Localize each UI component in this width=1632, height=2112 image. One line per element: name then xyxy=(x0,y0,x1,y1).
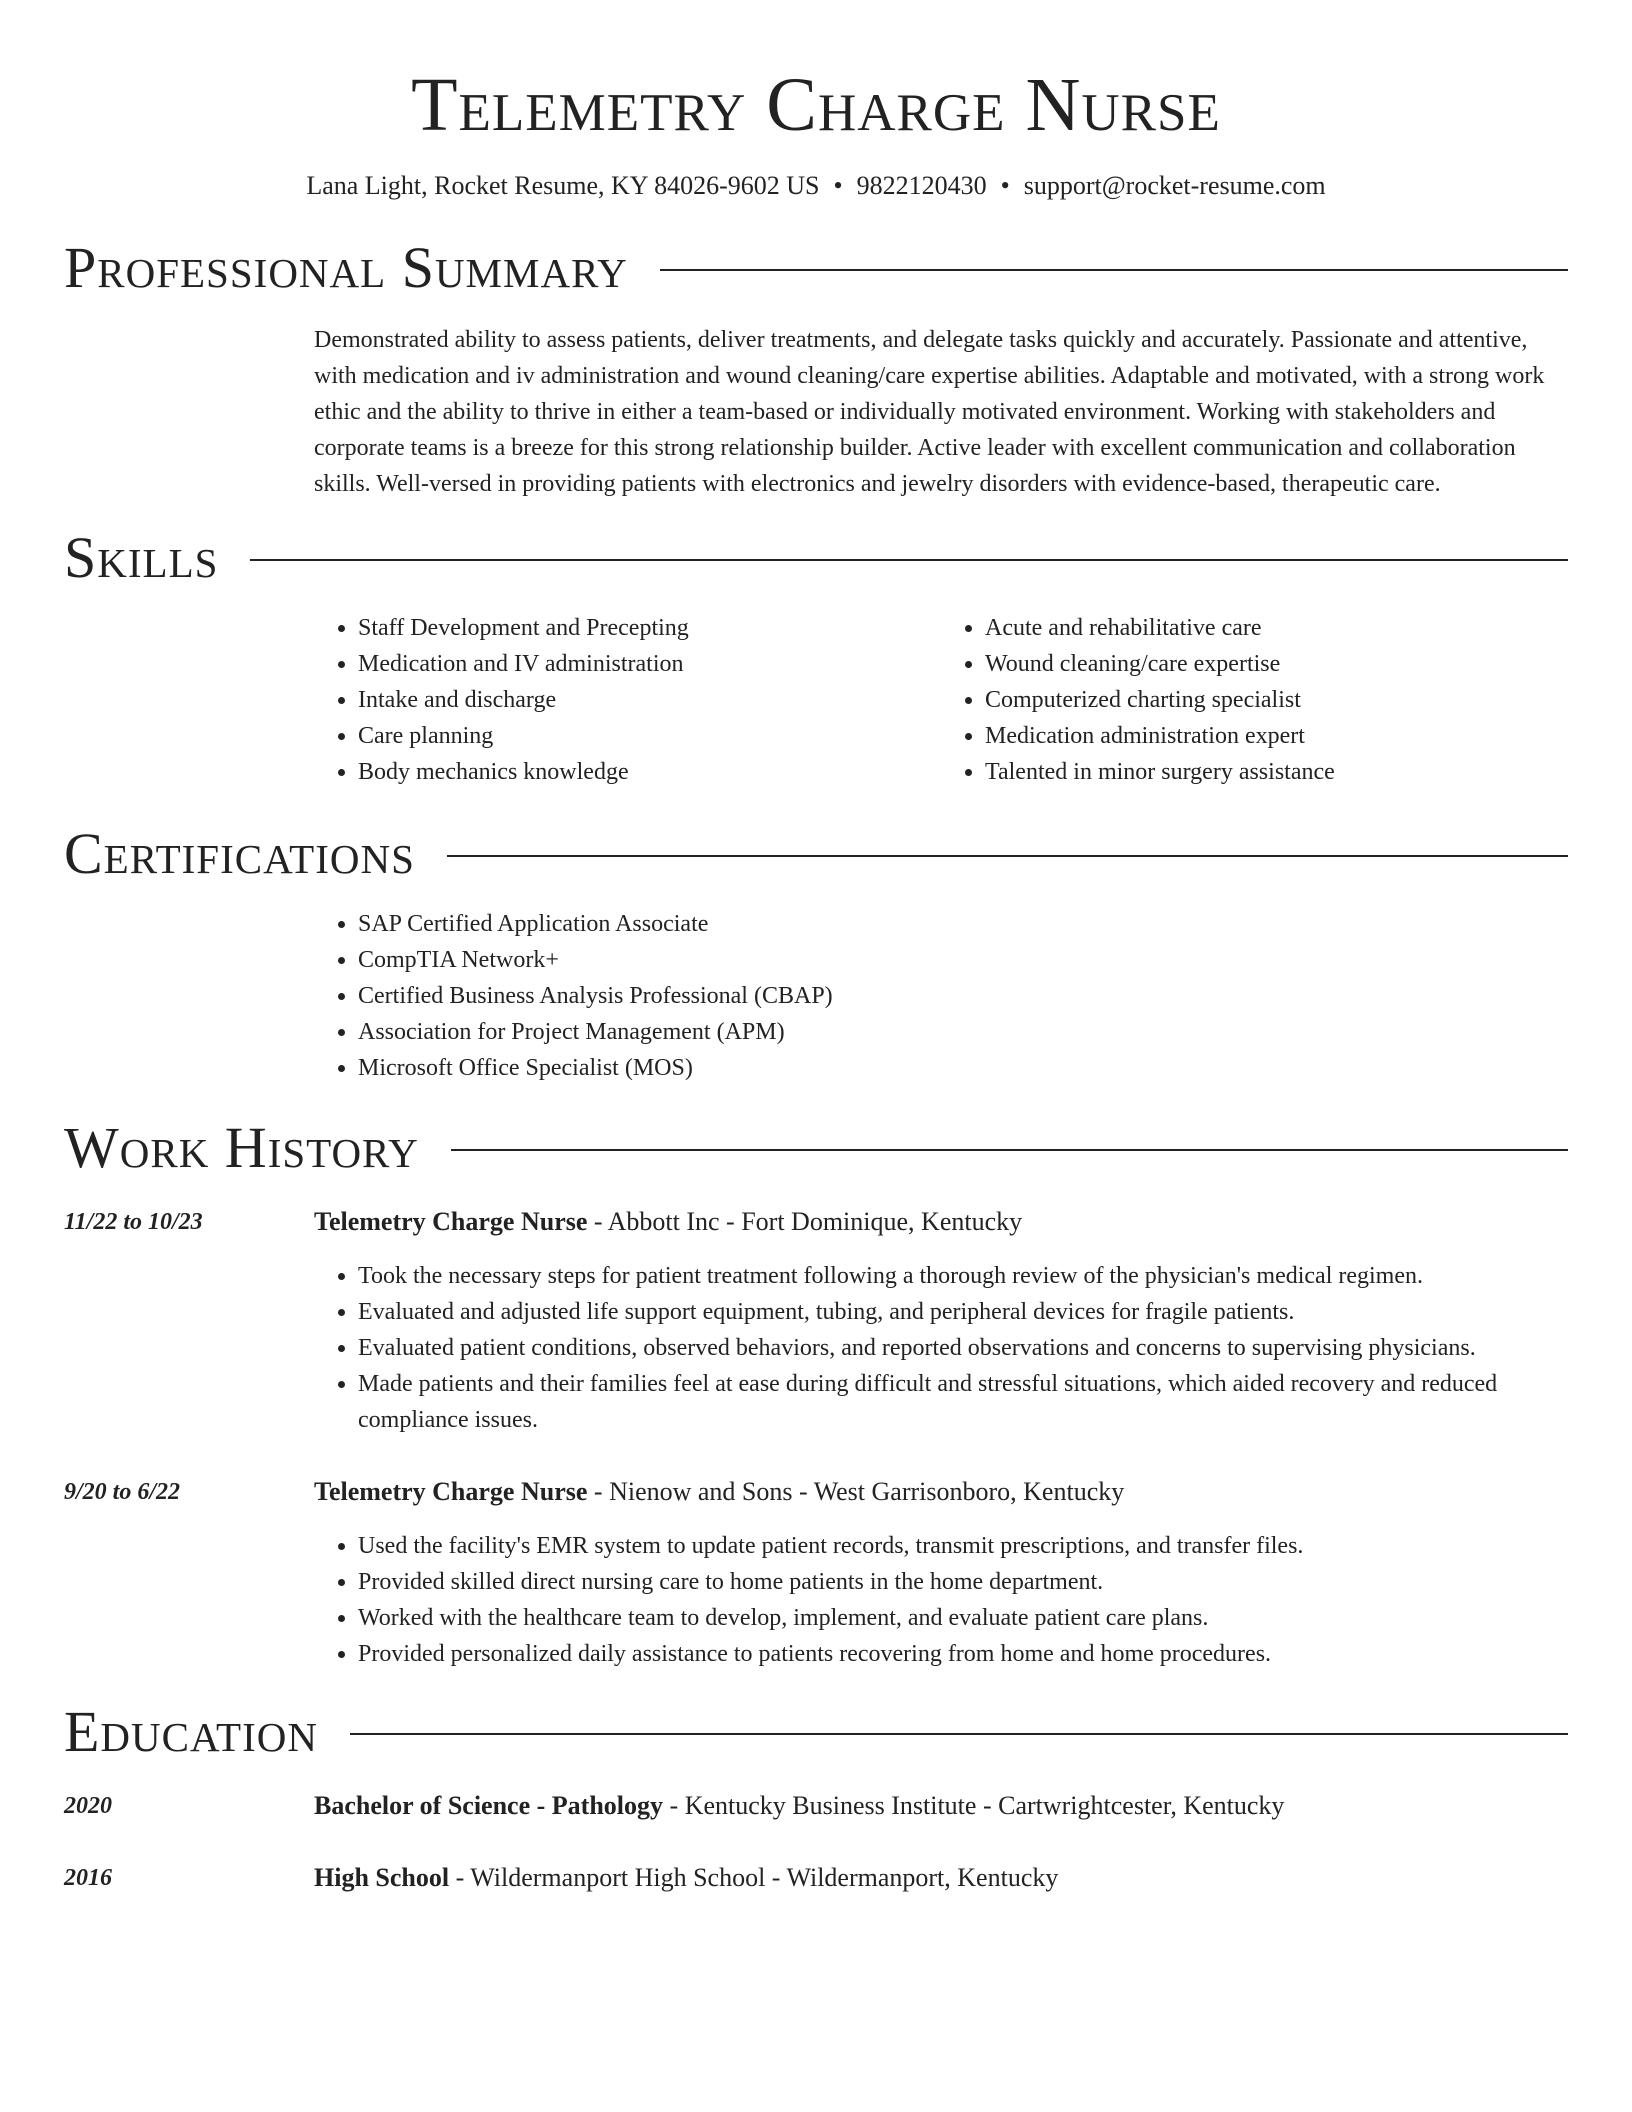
contact-address: Lana Light, Rocket Resume, KY 84026-9602 US xyxy=(306,171,820,200)
certifications-list-wrap xyxy=(314,906,1568,1086)
education-entry xyxy=(64,1788,1568,1824)
education-detail xyxy=(314,1788,1284,1824)
contact-line xyxy=(64,170,1568,202)
job-entry xyxy=(64,1474,1568,1672)
section-title-work: Work History xyxy=(64,1115,419,1180)
job-detail xyxy=(314,1204,1568,1438)
skill-item: • Medication administration expert xyxy=(985,718,1568,754)
job-heading xyxy=(314,1204,1568,1240)
certifications-list xyxy=(314,906,1568,1086)
skills-list-left xyxy=(314,610,941,790)
job-dates: 9/20 to 6/22 xyxy=(64,1479,181,1505)
education-degree: Bachelor of Science - Pathology xyxy=(314,1791,664,1820)
section-title-summary: Professional Summary xyxy=(64,235,628,300)
job-bullet: • Evaluated and adjusted life support equipment, tubing, and peripheral devices for fragile patients. xyxy=(358,1294,1568,1330)
job-bullet: • Provided personalized daily assistance to patients recovering from home and home procedures. xyxy=(358,1636,1568,1672)
section-title-certifications: Certifications xyxy=(64,821,415,886)
resume-page xyxy=(64,0,1568,1896)
skills-grid xyxy=(314,610,1568,790)
skill-item: • Staff Development and Precepting xyxy=(358,610,941,646)
job-bullets xyxy=(314,1528,1568,1672)
section-divider xyxy=(350,1733,1568,1735)
job-employer-location: - Abbott Inc - Fort Dominique, Kentucky xyxy=(587,1207,1023,1236)
job-bullet: • Worked with the healthcare team to develop, implement, and evaluate patient care plans. xyxy=(358,1600,1568,1636)
education-school-location: - Kentucky Business Institute - Cartwrightcester, Kentucky xyxy=(663,1791,1285,1820)
job-bullet: • Evaluated patient conditions, observed behaviors, and reported observations and concerns to supervising physicians. xyxy=(358,1330,1568,1366)
education-year: 2020 xyxy=(64,1793,112,1819)
job-detail xyxy=(314,1474,1568,1672)
bullet-separator: • xyxy=(1000,171,1010,200)
section-divider xyxy=(447,855,1568,857)
education-school-location: - Wildermanport High School - Wildermanport, Kentucky xyxy=(449,1863,1059,1892)
bullet-separator: • xyxy=(833,171,843,200)
certification-item: • Certified Business Analysis Professional (CBAP) xyxy=(358,978,1568,1014)
education-degree: High School xyxy=(314,1863,450,1892)
certification-item: • CompTIA Network+ xyxy=(358,942,1568,978)
job-bullet: • Took the necessary steps for patient treatment following a thorough review of the physician's medical regimen. xyxy=(358,1258,1568,1294)
certification-item: • Microsoft Office Specialist (MOS) xyxy=(358,1050,1568,1086)
skill-item: • Computerized charting specialist xyxy=(985,682,1568,718)
section-title-skills: Skills xyxy=(64,525,219,590)
job-entry xyxy=(64,1204,1568,1438)
section-header-work xyxy=(64,1116,1568,1180)
contact-email: support@rocket-resume.com xyxy=(1023,171,1326,200)
skill-item: • Talented in minor surgery assistance xyxy=(985,754,1568,790)
summary-text: Demonstrated ability to assess patients, deliver treatments, and delegate tasks quickly and accurately. Passionate and attentive, with medication and iv administration and wound cleaning/care expertise abilities. Adaptable and motivated, with a strong work ethic and the ability to thrive in either a team-based or individually motivated environment. Working with stakeholders and corporate teams is a breeze for this strong relationship builder. Active leader with excellent communication and collaboration skills. Well-versed in providing patients with electronics and jewelry disorders with evidence-based, therapeutic care. xyxy=(314,327,1545,497)
section-title-education: Education xyxy=(64,1699,318,1764)
resume-title: Telemetry Charge Nurse xyxy=(411,63,1221,147)
skill-item: • Care planning xyxy=(358,718,941,754)
section-header-summary xyxy=(64,236,1568,300)
certification-item: • Association for Project Management (APM) xyxy=(358,1014,1568,1050)
job-employer-location: - Nienow and Sons - West Garrisonboro, Kentucky xyxy=(587,1477,1125,1506)
job-bullets xyxy=(314,1258,1568,1438)
education-entry xyxy=(64,1860,1568,1896)
job-bullet: • Provided skilled direct nursing care to home patients in the home department. xyxy=(358,1564,1568,1600)
skill-item: • Acute and rehabilitative care xyxy=(985,610,1568,646)
job-title: Telemetry Charge Nurse xyxy=(314,1207,588,1236)
skill-item: • Intake and discharge xyxy=(358,682,941,718)
job-bullet: • Used the facility's EMR system to update patient records, transmit prescriptions, and transfer files. xyxy=(358,1528,1568,1564)
job-bullet: • Made patients and their families feel at ease during difficult and stressful situations, which aided recovery and reduced compliance issues. xyxy=(358,1366,1568,1438)
education-detail xyxy=(314,1860,1058,1896)
education-year: 2016 xyxy=(64,1865,112,1891)
section-divider xyxy=(250,559,1568,561)
skill-item: • Medication and IV administration xyxy=(358,646,941,682)
section-header-education xyxy=(64,1700,1568,1764)
job-title: Telemetry Charge Nurse xyxy=(314,1477,588,1506)
job-dates: 11/22 to 10/23 xyxy=(64,1209,203,1235)
skills-list-right xyxy=(941,610,1568,790)
skill-item: • Wound cleaning/care expertise xyxy=(985,646,1568,682)
job-heading xyxy=(314,1474,1568,1510)
certification-item: • SAP Certified Application Associate xyxy=(358,906,1568,942)
section-header-certifications xyxy=(64,822,1568,886)
section-header-skills xyxy=(64,526,1568,590)
contact-phone: 9822120430 xyxy=(856,171,987,200)
section-divider xyxy=(451,1149,1568,1151)
section-divider xyxy=(660,269,1568,271)
skill-item: • Body mechanics knowledge xyxy=(358,754,941,790)
